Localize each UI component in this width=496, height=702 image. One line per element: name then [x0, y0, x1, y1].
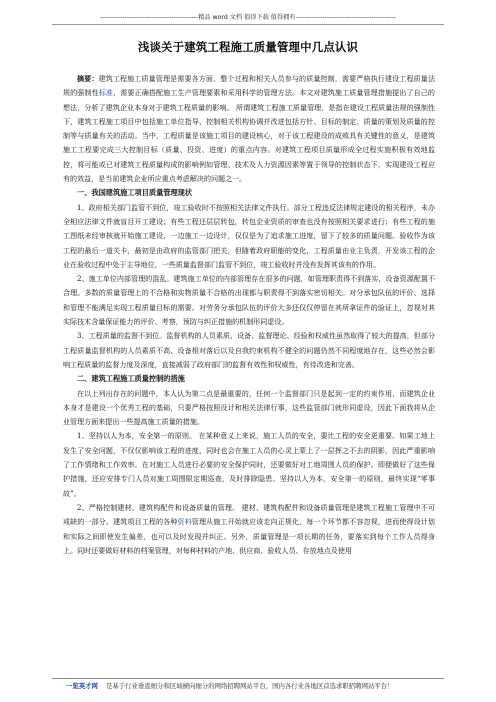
page-header: --------------------------------------------精品 word 文档 值得下载 值得拥有---------------------------------------------: [99, 14, 397, 21]
abstract-paragraph: [63, 72, 435, 186]
section-1-paragraph-1: 1、政府相关部门监管不到位，竣工验收时不按照相关法律文件执行。部分工程违反法律规定建设的相关程序，未办全相应法律文件就盲目开工建设；有些工程还层层转包，转包企业资质的审查也没有按照相关要求进行；有些工程的施工图纸未经审核就开始施工建设，一边施工一边设计，仅仅是为了追求施工进度，留下了较多的质量问题。验收作为该工程的最后一道关卡，最初是由政府的监管部门把关，但随着政府职能的变化，工程质量由业主负责，开发该工程的企业在验收过程中处于主导地位，一些质量监督部门监管不到位，竣工验收时并没有发挥其该有的作用。: [63, 202, 435, 269]
section-2-paragraph-3: [63, 501, 435, 558]
materials-link[interactable]: 资料: [177, 517, 192, 527]
page-footer: [66, 681, 434, 690]
abstract-text-b: ，需要正确搭配施工生产管理要素和采用科学的管理方法。本文对建筑施工质量管理措施提出了自己的想法，分析了建筑企业本身对于建筑工程质量的影响。 所谓建筑工程施工质量管理，是指在建设工程质量法规的强制性下，建筑工程施工项目中包括施工单位指导、控制相关机构协调并改进包括方针、目标的制定、质量的策划及质量的控制等与质量有关的活动。当中，工程质量是该施工项目的建设核心，对于该工程建设的成败具有关键性的意义，是建筑施工工程要完成三大控制目标（质量、投资、进度）的重点内容。对建筑工程项目质量形成全过程实施积极有效地监控，将可能或已对建筑工程质量构成的影响例如管理、技术及人力资源因素等置于领导的控制状态下，实现建设工程应有的效益，是当前建筑企业所应重点考虑解决的问题之一。: [63, 88, 435, 184]
section-1-paragraph-2: 2、施工单位内部管理的混乱。建筑施工单位的内部管理存在很多的问题，如管理职责得不到落实，设备资源配置不合理。多数的质量管理上的不合格和实物质量不合格的出现都与职责得不到落实密切相关。对分承包队伍的评价、选择和管理不能满足实现工程质量目标的需要。对劳务分承包队伍的评价大多还仅仅停留在其所拿证件的验证上，忽视对其实际技术含量保证能力的评价、考察，预防与纠正措施的机制形同虚设。: [63, 274, 435, 327]
footer-text: 是基于行业垂直细分和区域横向细分的网络招聘网站平台，国内各行业各地区首选求职招聘网站平台！: [105, 682, 394, 690]
header-divider: [52, 24, 444, 25]
footer-brand-link[interactable]: 一览英才网: [66, 682, 98, 690]
section-1-heading: 一、我国建筑施工项目质量管理现状: [77, 188, 193, 198]
footer-divider: [52, 678, 444, 679]
abstract-text-a: 建筑工程施工质量管理是需要各方面、整个过程和相关人员参与的质量控制，需要严格执行建设工程质量法规的强制性: [63, 74, 435, 98]
abstract-label: 摘要：: [77, 74, 99, 83]
article-title: 浅谈关于建筑工程施工质量管理中几点认识: [137, 40, 359, 54]
article-body: [63, 72, 435, 558]
section-2-p3-text-b: 管理从施工开始就应该走向正规化，每一个环节都不容忽视，进而使得设计划和实际之间即使发生偏差，也可以及时发现并纠正。另外，质量管理是一项长期的任务，要落实到每个工作人员得身上。同时还要做好材料的档案管理，对每种材料的产地、供应商、验收人员、存放地点及使用: [63, 517, 435, 555]
section-2-paragraph-1: 在以上列出存在的问题中，本人认为第二点是最重要的，任何一个监督部门只是起到一定的约束作用，而建筑企业本身才是建设一个优秀工程的基础，只要严格按照设计和相关法律行事，这些监管部门就形同虚设，因此下面我将从企业管理方面来提出一些提高施工质量的措施。: [63, 388, 435, 427]
section-2-paragraph-2: 1、坚持以人为本，安全第一的原则。 在某种意义上来说，施工人员的安全，要比工程的安全更重要。如果工地上发生了安全问题，不仅仅影响该工程的进度，同时也会在施工人员的心灵上蒙上了一层挥之不去的阴影，因此严重影响了工作情绪和工作效率。在对施工人员进行必要的安全保护同时，还要做好对工地周围人员的保护。即便做好了这些保护措施，还应安排专门人员对施工周围限定期巡查，及时排除隐患。坚持以人为本，安全第一的原则，最终实现“零事故”。: [63, 431, 435, 498]
section-2-heading: 二、建筑工程施工质量控制的措施: [77, 374, 185, 384]
section-1-paragraph-3: 3、工程质量的监督不到位。监督机构的人员素质、设备、监督理论、经验和权威性虽然取得了较大的提高，但部分工程质量监督机构的人员素质不高、设备相对落后以及自我约束机构不健全的问题仍然不同程度地存在，这些必然会影响工程质量的监督力度及深度，直接减弱了政府部门的监督有效性和权威性，有待改进和完善。: [63, 331, 435, 369]
section-2-p3-text-a: 2、严格控制建材、建筑构配件和设备质量的管理。 建材、建筑构配件和设备质量管理是建筑工程施工管理中不可或缺的一部分。建筑项目工程的各种: [63, 502, 435, 527]
standard-link[interactable]: 标准: [98, 88, 114, 98]
